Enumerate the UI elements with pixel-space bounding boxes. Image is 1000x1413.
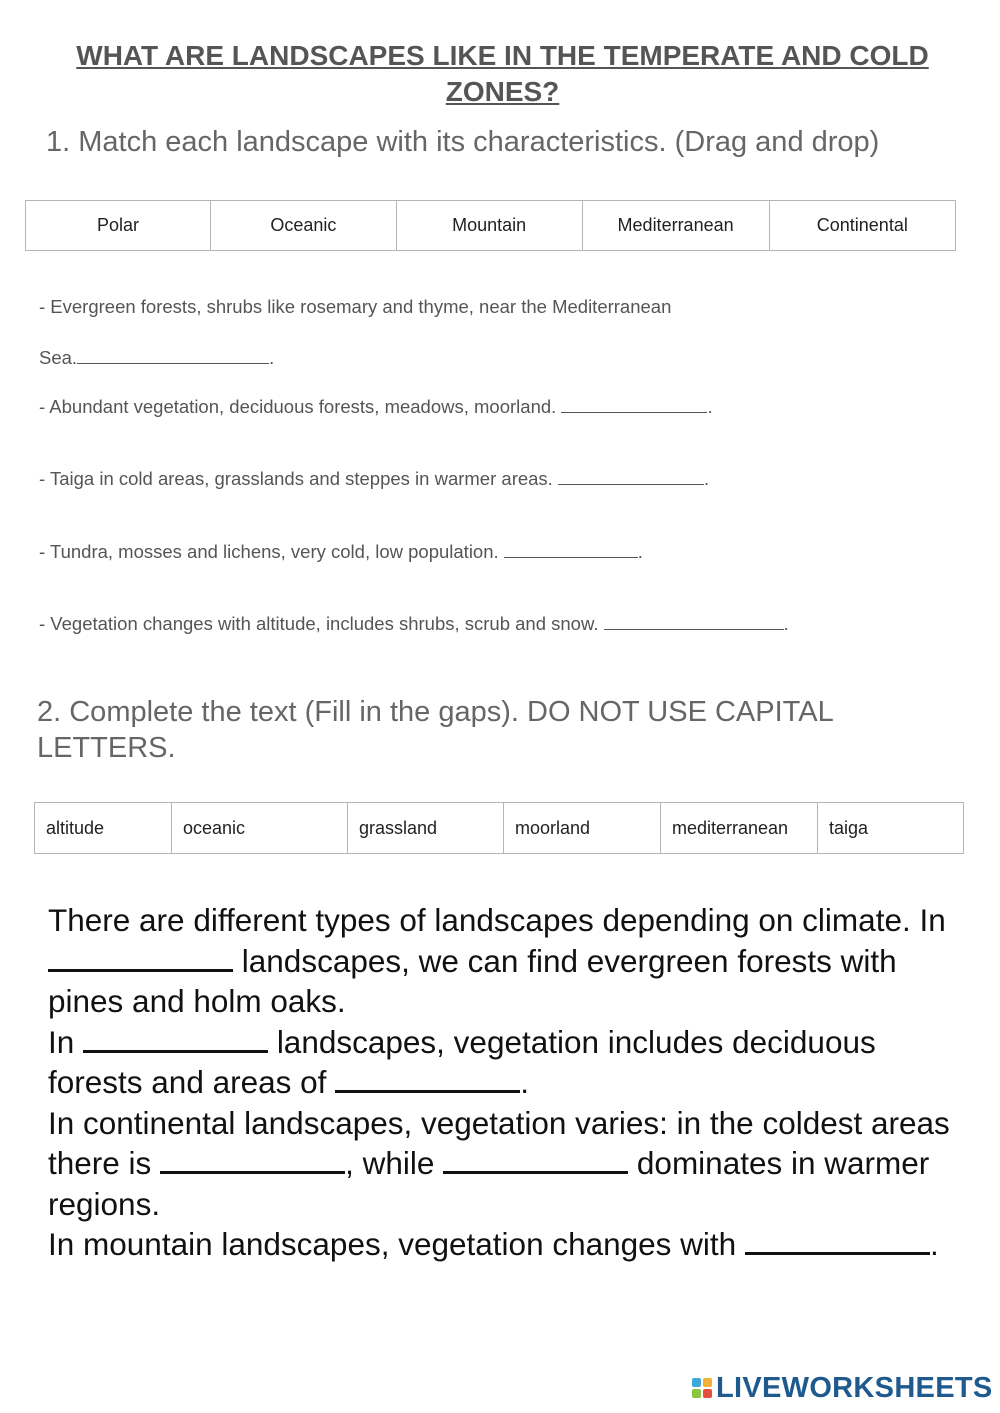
landscape-word-bank <box>25 200 956 251</box>
passage-text-3: In <box>48 1023 75 1060</box>
gap-input-5[interactable] <box>443 1145 628 1174</box>
gap-input-3[interactable] <box>335 1064 520 1093</box>
word-taiga: taiga <box>818 803 964 854</box>
section2-instruction: 2. Complete the text (Fill in the gaps). DO NOT USE CAPITAL LETTERS. <box>37 696 833 764</box>
liveworksheets-logo-icon <box>692 1378 712 1398</box>
match-item-5-text: - Vegetation changes with altitude, includes shrubs, scrub and snow. <box>39 613 599 634</box>
match-item-2-text: - Abundant vegetation, deciduous forests, meadows, moorland. <box>39 396 557 417</box>
drop-zone-2[interactable] <box>561 394 707 413</box>
passage-text-2: landscapes, we can find evergreen forests with pines and holm oaks. <box>48 942 897 1019</box>
gap-input-4[interactable] <box>160 1145 345 1174</box>
logo-square-1 <box>692 1378 701 1387</box>
passage-text-5: . <box>520 1064 529 1100</box>
logo-square-2 <box>703 1378 712 1387</box>
drop-zone-1[interactable] <box>77 345 269 364</box>
drop-zone-5[interactable] <box>604 611 784 630</box>
passage-text-7: , while <box>345 1145 435 1181</box>
page-title: WHAT ARE LANDSCAPES LIKE IN THE TEMPERATE AND COLD ZONES? <box>76 40 929 107</box>
match-item-2-end: . <box>707 396 713 417</box>
match-item-3 <box>39 466 709 490</box>
passage-text-6: In continental landscapes, vegetation varies: in the coldest areas there is <box>48 1104 950 1181</box>
vocabulary-word-bank <box>34 802 964 854</box>
passage-text-10: . <box>929 1226 939 1262</box>
word-mediterranean: mediterranean <box>661 803 818 854</box>
logo-square-4 <box>703 1389 712 1398</box>
passage-text-1: There are different types of landscapes depending on climate. In <box>48 902 946 938</box>
section1-instruction: 1. Match each landscape with its characteristics. (Drag and drop) <box>46 126 880 158</box>
match-item-5 <box>39 611 789 635</box>
match-item-1-end: . <box>269 347 275 368</box>
drag-option-oceanic[interactable]: Oceanic <box>211 201 397 251</box>
passage-text-8: dominates in warmer regions. <box>48 1145 930 1222</box>
drag-option-polar[interactable]: Polar <box>26 201 211 251</box>
gap-input-2[interactable] <box>83 1024 268 1053</box>
match-item-2 <box>39 394 713 418</box>
fill-in-passage <box>48 900 968 1265</box>
match-item-1-line2 <box>39 345 274 369</box>
passage-text-4: landscapes, vegetation includes deciduous forests and areas of <box>48 1023 876 1100</box>
match-item-4-end: . <box>637 541 643 562</box>
passage-text-9: In mountain landscapes, vegetation changes with <box>48 1226 737 1262</box>
match-item-3-end: . <box>703 468 710 489</box>
word-grassland: grassland <box>348 803 504 854</box>
word-moorland: moorland <box>504 803 661 854</box>
logo-square-3 <box>692 1389 701 1398</box>
match-item-4-text: - Tundra, mosses and lichens, very cold, low population. <box>39 541 499 562</box>
word-altitude: altitude <box>35 803 172 854</box>
match-item-1-prefix: Sea. <box>39 347 78 368</box>
match-item-1-line1: - Evergreen forests, shrubs like rosemary and thyme, near the Mediterranean <box>39 296 672 317</box>
match-item-5-end: . <box>783 613 789 634</box>
liveworksheets-logo <box>692 1373 993 1403</box>
match-item-4 <box>39 539 643 563</box>
drop-zone-3[interactable] <box>558 466 704 485</box>
drag-option-mountain[interactable]: Mountain <box>396 201 582 251</box>
drag-option-continental[interactable]: Continental <box>769 201 955 251</box>
match-item-3-text: - Taiga in cold areas, grasslands and steppes in warmer areas. <box>39 468 553 489</box>
logo-text: LIVEWORKSHEETS <box>716 1371 993 1404</box>
gap-input-1[interactable] <box>48 943 233 972</box>
word-oceanic: oceanic <box>172 803 348 854</box>
drop-zone-4[interactable] <box>504 539 638 558</box>
gap-input-6[interactable] <box>745 1226 930 1255</box>
drag-option-mediterranean[interactable]: Mediterranean <box>582 201 769 251</box>
